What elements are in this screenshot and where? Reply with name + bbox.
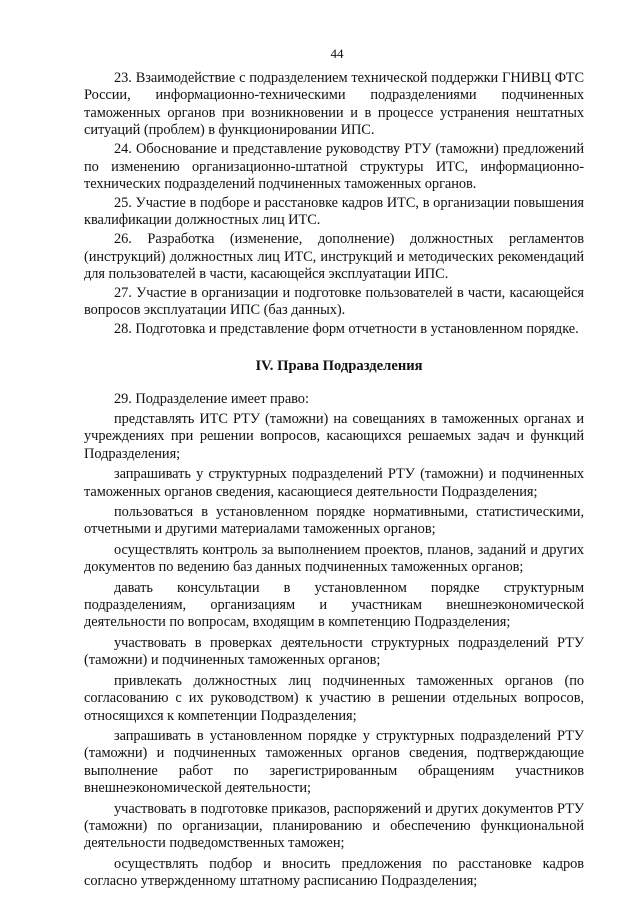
paragraph-item-24: 24. Обоснование и представление руководству РТУ (таможни) предложений по изменению организационно-штатной структуры ИТС, информационно-технических подразделений подчиненных таможенных органов. [84,141,584,192]
right-item: представлять ИТС РТУ (таможни) на совещаниях в таможенных органах и учреждениях при решении вопросов, касающихся решаемых задач и функций Подразделения; [84,411,584,462]
paragraph-item-27: 27. Участие в организации и подготовке пользователей в части, касающейся вопросов эксплуатации ИПС (баз данных). [84,284,584,319]
right-item: осуществлять контроль за выполнением проектов, планов, заданий и других документов по ведению баз данных подчиненных таможенных органов; [84,541,584,576]
paragraph-item-25: 25. Участие в подборе и расстановке кадров ИТС, в организации повышения квалификации должностных лиц ИТС. [84,194,584,229]
section-heading: IV. Права Подразделения [255,357,423,374]
paragraph-item-26: 26. Разработка (изменение, дополнение) должностных регламентов (инструкций) должностных лиц ИТС, инструкций и методических рекомендаций для пользователей в части, касающейся эксплуатации ИПС. [84,231,584,282]
right-item: давать консультации в установленном порядке структурным подразделениям, организациям и участникам внешнеэкономической деятельности по вопросам, входящим в компетенцию Подразделения; [84,579,584,631]
right-item: участвовать в подготовке приказов, распоряжений и других документов РТУ (таможни) по организации, планированию и обеспечению функциональной деятельности подведомственных таможен; [84,800,584,852]
paragraph-item-28: 28. Подготовка и представление форм отчетности в установленном порядке. [114,321,579,338]
right-item: участвовать в проверках деятельности структурных подразделений РТУ (таможни) и подчиненных таможенных органов; [84,634,584,669]
right-item: привлекать должностных лиц подчиненных таможенных органов (по согласованию с их руководством) к участию в решении отдельных вопросов, относящихся к компетенции Подразделения; [84,672,584,724]
right-item: осуществлять подбор и вносить предложения по расстановке кадров согласно утвержденному штатному расписанию Подразделения; [84,855,584,890]
duties-list [84,70,584,339]
rights-intro: 29. Подразделение имеет право: [114,390,309,407]
right-item: пользоваться в установленном порядке нормативными, статистическими, отчетными и другими материалами таможенных органов; [84,504,584,538]
right-item: запрашивать у структурных подразделений РТУ (таможни) и подчиненных таможенных органов сведения, касающиеся деятельности Подразделения; [84,466,584,500]
paragraph-item-23: 23. Взаимодействие с подразделением технической поддержки ГНИВЦ ФТС России, информационно-техническими подразделениями подчиненных таможенных органов при возникновении и в процессе устранения нештатных ситуаций (проблем) в функционировании ИПС. [84,70,584,139]
right-item: запрашивать в установленном порядке у структурных подразделений РТУ (таможни) и подчиненных таможенных органов сведения, подтверждающие выполнение работ по зарегистрированным обращениям участников внешнеэкономической деятельности; [84,727,584,797]
rights-list [84,391,584,891]
page-number: 44 [330,46,344,61]
